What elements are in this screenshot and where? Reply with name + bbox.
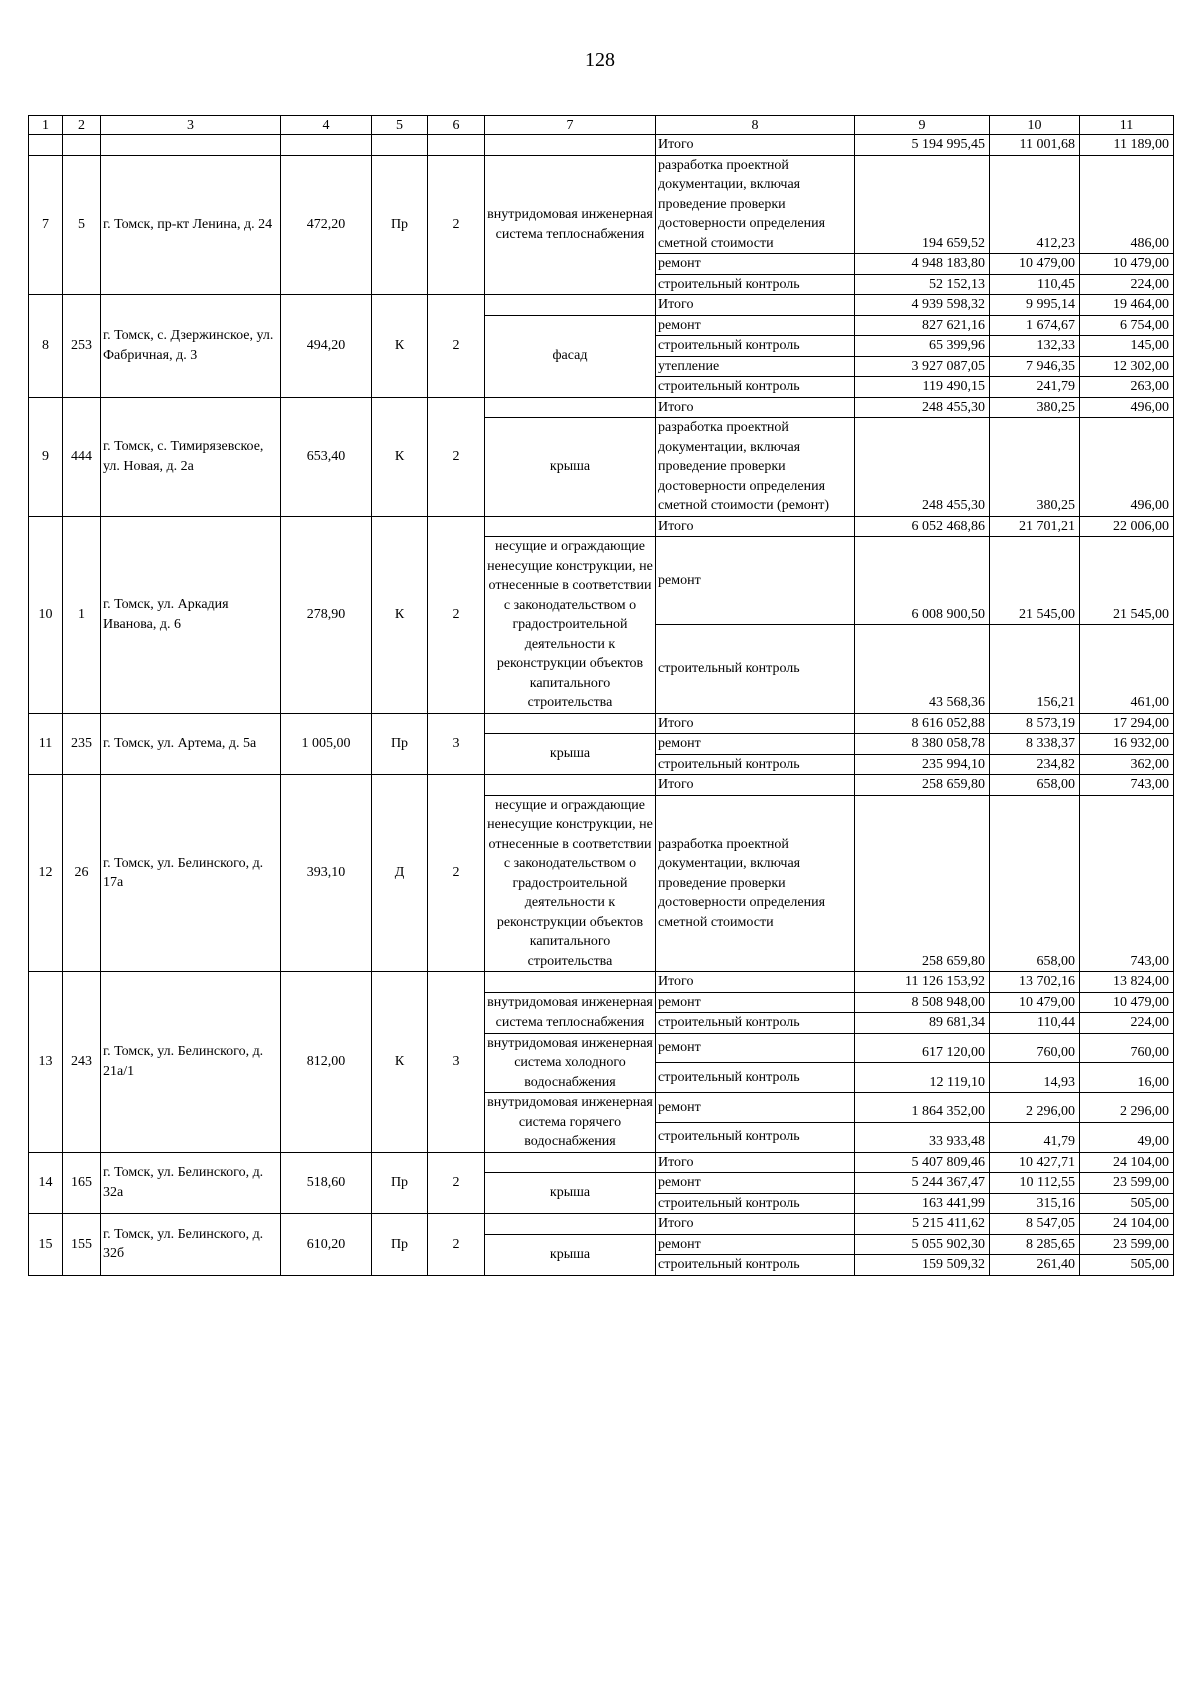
- specific-cost-value: 380,25: [990, 418, 1080, 517]
- specific-cost-value: 110,45: [990, 274, 1080, 295]
- limit-cost-value: 12 302,00: [1080, 356, 1174, 377]
- address-cell: г. Томск, пр-кт Ленина, д. 24: [101, 155, 281, 295]
- work-item-label: строительный контроль: [656, 754, 855, 775]
- specific-cost-value: 658,00: [990, 795, 1080, 972]
- specific-cost-value: 132,33: [990, 336, 1080, 357]
- work-item-label: строительный контроль: [656, 274, 855, 295]
- object-id: 155: [63, 1214, 101, 1276]
- area-cell: 494,20: [281, 295, 372, 398]
- limit-cost-value: 10 479,00: [1080, 254, 1174, 275]
- work-item-label: разработка проектной документации, включая проведение проверки достоверности определения сметной стоимости (ремонт): [656, 418, 855, 517]
- cost-value: 159 509,32: [855, 1255, 990, 1276]
- specific-cost-value: 8 573,19: [990, 713, 1080, 734]
- cost-value: 5 244 367,47: [855, 1173, 990, 1194]
- specific-cost-value: 234,82: [990, 754, 1080, 775]
- specific-cost-value: 760,00: [990, 1033, 1080, 1063]
- count-cell: 2: [428, 295, 485, 398]
- cost-value: 89 681,34: [855, 1013, 990, 1034]
- work-item-label: ремонт: [656, 254, 855, 275]
- type-cell: К: [372, 397, 428, 516]
- address-cell: г. Томск, с. Дзержинское, ул. Фабричная, д. 3: [101, 295, 281, 398]
- cost-value: 4 939 598,32: [855, 295, 990, 316]
- area-cell: 812,00: [281, 972, 372, 1153]
- count-cell: [428, 135, 485, 156]
- column-number: 2: [63, 116, 101, 135]
- specific-cost-value: 13 702,16: [990, 972, 1080, 993]
- object-id: 165: [63, 1152, 101, 1214]
- table-row: [29, 295, 1174, 316]
- limit-cost-value: 49,00: [1080, 1122, 1174, 1152]
- work-type-cell: крыша: [485, 734, 656, 775]
- cost-value: 119 490,15: [855, 377, 990, 398]
- area-cell: 472,20: [281, 155, 372, 295]
- work-item-label: строительный контроль: [656, 1255, 855, 1276]
- cost-value: 65 399,96: [855, 336, 990, 357]
- cost-value: 194 659,52: [855, 155, 990, 254]
- row-number: 12: [29, 775, 63, 972]
- object-id: 253: [63, 295, 101, 398]
- column-number: 6: [428, 116, 485, 135]
- object-id: 5: [63, 155, 101, 295]
- column-number: 1: [29, 116, 63, 135]
- work-type-cell: [485, 295, 656, 316]
- cost-value: 6 052 468,86: [855, 516, 990, 537]
- type-cell: Д: [372, 775, 428, 972]
- table-row: [29, 775, 1174, 796]
- object-id: 243: [63, 972, 101, 1153]
- work-item-label: ремонт: [656, 315, 855, 336]
- count-cell: 2: [428, 1214, 485, 1276]
- column-number: 5: [372, 116, 428, 135]
- column-number-row: [29, 116, 1174, 135]
- specific-cost-value: 9 995,14: [990, 295, 1080, 316]
- cost-value: 617 120,00: [855, 1033, 990, 1063]
- table-row: [29, 1214, 1174, 1235]
- count-cell: 2: [428, 516, 485, 713]
- work-item-label: Итого: [656, 1214, 855, 1235]
- work-item-label: строительный контроль: [656, 1193, 855, 1214]
- address-cell: г. Томск, ул. Белинского, д. 21а/1: [101, 972, 281, 1153]
- cost-value: 248 455,30: [855, 397, 990, 418]
- column-number: 8: [656, 116, 855, 135]
- limit-cost-value: 11 189,00: [1080, 135, 1174, 156]
- cost-value: 8 508 948,00: [855, 992, 990, 1013]
- specific-cost-value: 261,40: [990, 1255, 1080, 1276]
- table-row: [29, 135, 1174, 156]
- work-item-label: Итого: [656, 516, 855, 537]
- cost-value: 11 126 153,92: [855, 972, 990, 993]
- work-item-label: строительный контроль: [656, 1063, 855, 1093]
- limit-cost-value: 24 104,00: [1080, 1214, 1174, 1235]
- work-type-cell: [485, 713, 656, 734]
- table-row: [29, 397, 1174, 418]
- limit-cost-value: 2 296,00: [1080, 1093, 1174, 1123]
- limit-cost-value: 6 754,00: [1080, 315, 1174, 336]
- cost-value: 5 194 995,45: [855, 135, 990, 156]
- count-cell: 2: [428, 775, 485, 972]
- limit-cost-value: 24 104,00: [1080, 1152, 1174, 1173]
- limit-cost-value: 743,00: [1080, 775, 1174, 796]
- cost-value: 3 927 087,05: [855, 356, 990, 377]
- specific-cost-value: 10 479,00: [990, 254, 1080, 275]
- work-type-cell: крыша: [485, 1234, 656, 1275]
- object-id: [63, 135, 101, 156]
- column-number: 9: [855, 116, 990, 135]
- specific-cost-value: 7 946,35: [990, 356, 1080, 377]
- type-cell: К: [372, 516, 428, 713]
- specific-cost-value: 156,21: [990, 625, 1080, 713]
- column-number: 11: [1080, 116, 1174, 135]
- address-cell: г. Томск, ул. Белинского, д. 17а: [101, 775, 281, 972]
- page-number: 128: [585, 49, 615, 71]
- work-type-cell: [485, 135, 656, 156]
- specific-cost-value: 11 001,68: [990, 135, 1080, 156]
- specific-cost-value: 658,00: [990, 775, 1080, 796]
- work-type-cell: [485, 516, 656, 537]
- specific-cost-value: 380,25: [990, 397, 1080, 418]
- specific-cost-value: 8 547,05: [990, 1214, 1080, 1235]
- specific-cost-value: 8 338,37: [990, 734, 1080, 755]
- type-cell: Пр: [372, 1152, 428, 1214]
- address-cell: г. Томск, ул. Белинского, д. 32а: [101, 1152, 281, 1214]
- type-cell: К: [372, 295, 428, 398]
- work-item-label: ремонт: [656, 1093, 855, 1123]
- object-id: 235: [63, 713, 101, 775]
- cost-value: 248 455,30: [855, 418, 990, 517]
- work-item-label: строительный контроль: [656, 625, 855, 713]
- work-item-label: ремонт: [656, 734, 855, 755]
- column-number: 7: [485, 116, 656, 135]
- cost-value: 258 659,80: [855, 775, 990, 796]
- limit-cost-value: 505,00: [1080, 1193, 1174, 1214]
- specific-cost-value: 1 674,67: [990, 315, 1080, 336]
- row-number: 8: [29, 295, 63, 398]
- work-type-cell: [485, 1152, 656, 1173]
- work-type-cell: [485, 1214, 656, 1235]
- limit-cost-value: 743,00: [1080, 795, 1174, 972]
- cost-value: 827 621,16: [855, 315, 990, 336]
- column-number: 3: [101, 116, 281, 135]
- work-type-cell: фасад: [485, 315, 656, 397]
- specific-cost-value: 10 479,00: [990, 992, 1080, 1013]
- limit-cost-value: 362,00: [1080, 754, 1174, 775]
- row-number: 9: [29, 397, 63, 516]
- table-row: [29, 713, 1174, 734]
- count-cell: 3: [428, 972, 485, 1153]
- limit-cost-value: 13 824,00: [1080, 972, 1174, 993]
- limit-cost-value: 263,00: [1080, 377, 1174, 398]
- address-cell: г. Томск, ул. Аркадия Иванова, д. 6: [101, 516, 281, 713]
- type-cell: Пр: [372, 1214, 428, 1276]
- work-item-label: ремонт: [656, 537, 855, 625]
- table-row: [29, 972, 1174, 993]
- cost-value: 8 616 052,88: [855, 713, 990, 734]
- object-id: 1: [63, 516, 101, 713]
- cost-value: 52 152,13: [855, 274, 990, 295]
- area-cell: [281, 135, 372, 156]
- column-number: 4: [281, 116, 372, 135]
- limit-cost-value: 22 006,00: [1080, 516, 1174, 537]
- work-type-cell: [485, 972, 656, 993]
- work-item-label: Итого: [656, 135, 855, 156]
- count-cell: 3: [428, 713, 485, 775]
- address-cell: г. Томск, ул. Артема, д. 5а: [101, 713, 281, 775]
- limit-cost-value: 16,00: [1080, 1063, 1174, 1093]
- work-type-cell: [485, 775, 656, 796]
- object-id: 26: [63, 775, 101, 972]
- limit-cost-value: 224,00: [1080, 1013, 1174, 1034]
- table-row: [29, 1152, 1174, 1173]
- cost-value: 5 215 411,62: [855, 1214, 990, 1235]
- limit-cost-value: 486,00: [1080, 155, 1174, 254]
- cost-value: 5 407 809,46: [855, 1152, 990, 1173]
- row-number: 11: [29, 713, 63, 775]
- limit-cost-value: 23 599,00: [1080, 1234, 1174, 1255]
- cost-value: 258 659,80: [855, 795, 990, 972]
- cost-value: 1 864 352,00: [855, 1093, 990, 1123]
- limit-cost-value: 23 599,00: [1080, 1173, 1174, 1194]
- area-cell: 518,60: [281, 1152, 372, 1214]
- address-cell: г. Томск, с. Тимирязевское, ул. Новая, д. 2а: [101, 397, 281, 516]
- work-item-label: строительный контроль: [656, 377, 855, 398]
- work-type-cell: внутридомовая инженерная система теплоснабжения: [485, 155, 656, 295]
- limit-cost-value: 16 932,00: [1080, 734, 1174, 755]
- cost-value: 235 994,10: [855, 754, 990, 775]
- limit-cost-value: 145,00: [1080, 336, 1174, 357]
- work-item-label: Итого: [656, 972, 855, 993]
- work-item-label: строительный контроль: [656, 1013, 855, 1034]
- area-cell: 393,10: [281, 775, 372, 972]
- limit-cost-value: 10 479,00: [1080, 992, 1174, 1013]
- limit-cost-value: 17 294,00: [1080, 713, 1174, 734]
- work-type-cell: внутридомовая инженерная система теплоснабжения: [485, 992, 656, 1033]
- limit-cost-value: 21 545,00: [1080, 537, 1174, 625]
- count-cell: 2: [428, 1152, 485, 1214]
- work-type-cell: несущие и ограждающие ненесущие конструкции, не отнесенные в соответствии с законодательством о градостроительной деятельности к реконструкции объектов капитального строительства: [485, 795, 656, 972]
- row-number: 13: [29, 972, 63, 1153]
- work-item-label: ремонт: [656, 1033, 855, 1063]
- work-item-label: разработка проектной документации, включая проведение проверки достоверности определения сметной стоимости: [656, 155, 855, 254]
- limit-cost-value: 496,00: [1080, 397, 1174, 418]
- table-row: [29, 516, 1174, 537]
- specific-cost-value: 110,44: [990, 1013, 1080, 1034]
- work-type-cell: внутридомовая инженерная система холодного водоснабжения: [485, 1033, 656, 1093]
- specific-cost-value: 241,79: [990, 377, 1080, 398]
- limit-cost-value: 461,00: [1080, 625, 1174, 713]
- specific-cost-value: 8 285,65: [990, 1234, 1080, 1255]
- specific-cost-value: 14,93: [990, 1063, 1080, 1093]
- work-type-cell: внутридомовая инженерная система горячего водоснабжения: [485, 1093, 656, 1153]
- limit-cost-value: 19 464,00: [1080, 295, 1174, 316]
- specific-cost-value: 10 427,71: [990, 1152, 1080, 1173]
- area-cell: 610,20: [281, 1214, 372, 1276]
- specific-cost-value: 10 112,55: [990, 1173, 1080, 1194]
- cost-value: 33 933,48: [855, 1122, 990, 1152]
- work-item-label: Итого: [656, 397, 855, 418]
- work-type-cell: [485, 397, 656, 418]
- work-type-cell: крыша: [485, 418, 656, 517]
- work-item-label: Итого: [656, 713, 855, 734]
- row-number: 15: [29, 1214, 63, 1276]
- specific-cost-value: 315,16: [990, 1193, 1080, 1214]
- row-number: 14: [29, 1152, 63, 1214]
- count-cell: 2: [428, 397, 485, 516]
- work-item-label: строительный контроль: [656, 1122, 855, 1152]
- type-cell: [372, 135, 428, 156]
- area-cell: 278,90: [281, 516, 372, 713]
- area-cell: 1 005,00: [281, 713, 372, 775]
- specific-cost-value: 2 296,00: [990, 1093, 1080, 1123]
- address-cell: [101, 135, 281, 156]
- work-item-label: ремонт: [656, 992, 855, 1013]
- type-cell: Пр: [372, 155, 428, 295]
- cost-value: 8 380 058,78: [855, 734, 990, 755]
- type-cell: К: [372, 972, 428, 1153]
- work-item-label: ремонт: [656, 1173, 855, 1194]
- work-item-label: ремонт: [656, 1234, 855, 1255]
- area-cell: 653,40: [281, 397, 372, 516]
- specific-cost-value: 41,79: [990, 1122, 1080, 1152]
- row-number: [29, 135, 63, 156]
- specific-cost-value: 21 545,00: [990, 537, 1080, 625]
- work-item-label: Итого: [656, 1152, 855, 1173]
- work-item-label: разработка проектной документации, включая проведение проверки достоверности определения сметной стоимости: [656, 795, 855, 972]
- capital-repair-table: [28, 115, 1174, 1276]
- column-number: 10: [990, 116, 1080, 135]
- limit-cost-value: 224,00: [1080, 274, 1174, 295]
- work-item-label: Итого: [656, 295, 855, 316]
- row-number: 10: [29, 516, 63, 713]
- table-row: [29, 155, 1174, 254]
- limit-cost-value: 505,00: [1080, 1255, 1174, 1276]
- address-cell: г. Томск, ул. Белинского, д. 32б: [101, 1214, 281, 1276]
- limit-cost-value: 760,00: [1080, 1033, 1174, 1063]
- count-cell: 2: [428, 155, 485, 295]
- cost-value: 43 568,36: [855, 625, 990, 713]
- cost-value: 163 441,99: [855, 1193, 990, 1214]
- specific-cost-value: 21 701,21: [990, 516, 1080, 537]
- specific-cost-value: 412,23: [990, 155, 1080, 254]
- object-id: 444: [63, 397, 101, 516]
- work-type-cell: несущие и ограждающие ненесущие конструкции, не отнесенные в соответствии с законодательством о градостроительной деятельности к реконструкции объектов капитального строительства: [485, 537, 656, 714]
- cost-value: 6 008 900,50: [855, 537, 990, 625]
- type-cell: Пр: [372, 713, 428, 775]
- cost-value: 5 055 902,30: [855, 1234, 990, 1255]
- cost-value: 4 948 183,80: [855, 254, 990, 275]
- work-item-label: строительный контроль: [656, 336, 855, 357]
- limit-cost-value: 496,00: [1080, 418, 1174, 517]
- work-item-label: утепление: [656, 356, 855, 377]
- work-item-label: Итого: [656, 775, 855, 796]
- cost-value: 12 119,10: [855, 1063, 990, 1093]
- work-type-cell: крыша: [485, 1173, 656, 1214]
- row-number: 7: [29, 155, 63, 295]
